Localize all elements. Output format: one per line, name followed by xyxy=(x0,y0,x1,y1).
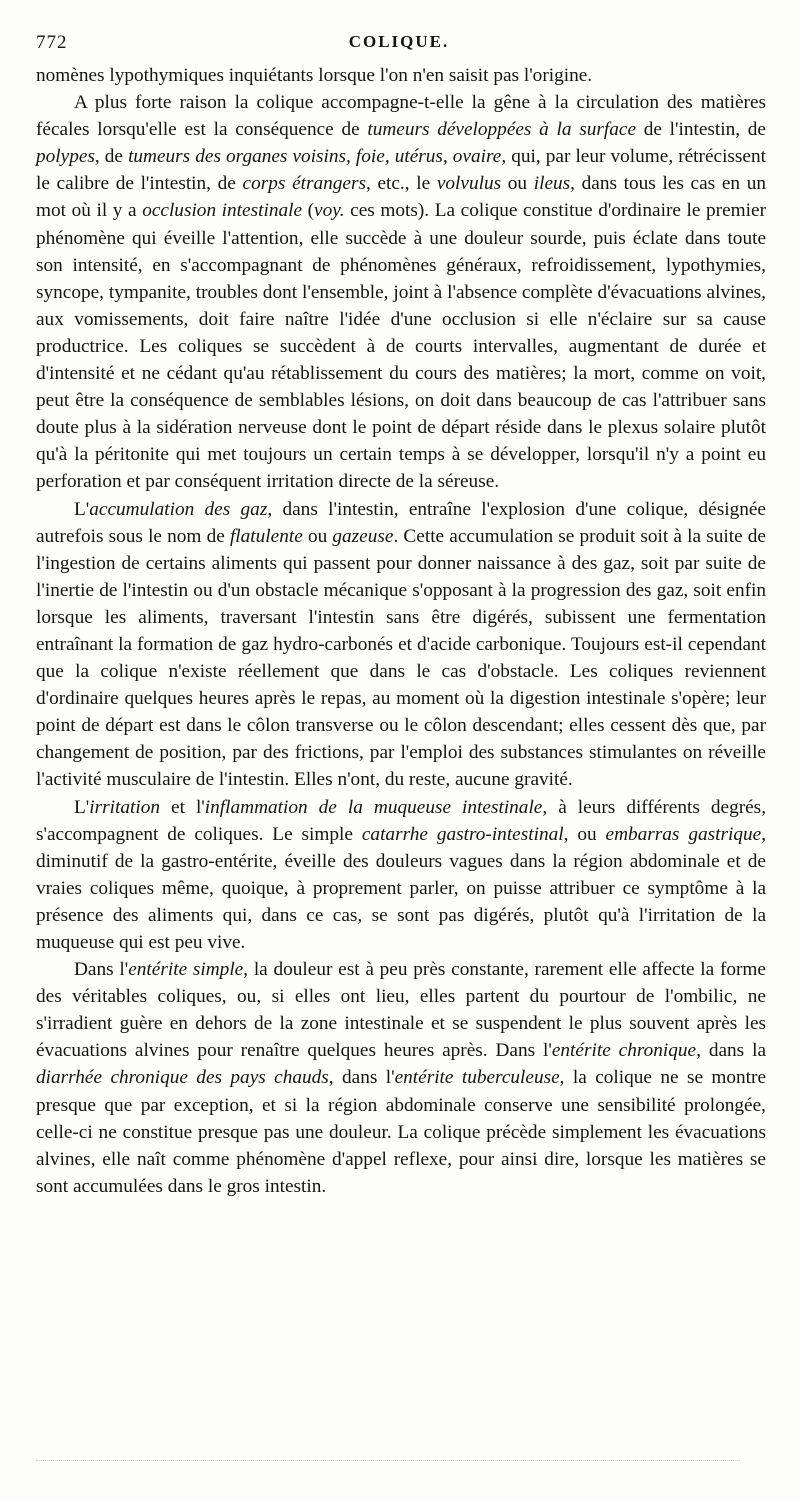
text-run: , diminutif de la gastro-entérite, éveille des douleurs vagues dans la région abdominale et de vraies coliques même, quoique, à proprement parler, on puisse attribuer ce symptôme à la présence des aliments qui, dans ce cas, se sont pas digérés, plutôt qu'à l'irritation de la muqueuse qui est peu vive. xyxy=(36,823,767,953)
body-text xyxy=(36,62,766,1200)
text-run: , ou xyxy=(563,823,606,845)
italic-term: ileus xyxy=(533,173,571,195)
italic-term: occlusion intestinale xyxy=(142,200,303,222)
text-run: nomènes lypothymiques inquiétants lorsque l'on n'en saisit pas l'origine. xyxy=(36,65,593,86)
paragraph xyxy=(36,62,766,89)
italic-term: inflammation de la muqueuse intestinale xyxy=(204,796,543,818)
italic-term: irritation xyxy=(89,796,160,818)
italic-term: diarrhée chronique des pays chauds xyxy=(36,1067,329,1089)
text-run: , la douleur est à peu près constante, rarement elle affecte la forme des véritables coliques, ou, si elles ont lieu, elles partent du pourtour de l'ombilic, ne s'irradient guère en dehors de la zone intestinale et se suspendent le plus souvent après les évacuations alvines pour renaître quelques heures après. Dans l' xyxy=(36,959,766,1062)
italic-term: corps étrangers xyxy=(242,173,366,195)
text-run: , dans l' xyxy=(328,1067,395,1089)
text-run: et l' xyxy=(159,796,205,818)
text-run: ( xyxy=(302,200,315,222)
italic-term: tumeurs des organes voisins, foie, utérus, ovaire xyxy=(128,146,502,168)
text-run: , etc., le xyxy=(365,173,437,195)
text-run: ou xyxy=(302,525,333,547)
text-run: , dans la xyxy=(696,1040,766,1062)
paragraph xyxy=(36,89,766,495)
paragraph xyxy=(36,496,766,794)
running-head: COLIQUE. xyxy=(348,32,450,51)
italic-term: accumulation des gaz xyxy=(89,498,268,520)
paragraph xyxy=(36,794,766,957)
text-run: ou xyxy=(501,173,534,195)
text-run: de l'intestin, de xyxy=(636,119,766,141)
italic-term: volvulus xyxy=(436,173,502,195)
text-run: L' xyxy=(74,498,90,520)
italic-term: voy. xyxy=(314,200,345,222)
paragraph xyxy=(36,956,766,1200)
text-run: , dans tous les cas en un mot où il y a xyxy=(36,173,767,222)
italic-term: entérite chronique xyxy=(551,1040,697,1062)
italic-term: entérite simple xyxy=(128,959,244,981)
italic-term: flatulente xyxy=(229,525,303,547)
italic-term: embarras gastrique xyxy=(605,823,762,845)
text-run: ces mots). La colique constitue d'ordinaire le premier phénomène qui éveille l'attention, elle succède à une douleur sourde, puis éclate dans toute son intensité, en s'accompagnant de phénomènes généraux, refroidissement, lypothymies, syncope, tympanite, troubles dont l'ensemble, joint à l'absence complète d'évacuations alvines, aux vomissements, doit faire naître l'idée d'une occlusion si elle n'éclaire sur sa cause productrice. Les coliques se succèdent à de courts intervalles, augmentant de durée et d'intensité et ne cédant qu'au rétablissement du cours des matières; la mort, comme on voit, peut être la conséquence de semblables lésions, on doit dans beaucoup de cas l'attribuer sans doute plus à la sidération nerveuse dont le point de départ réside dans le plexus solaire plutôt qu'à la péritonite qui met toujours un certain temps à se développer, lorsqu'il n'y a point eu perforation et par conséquent irritation directe de la séreuse. xyxy=(36,200,766,493)
italic-term: gazeuse xyxy=(332,525,394,547)
page-header xyxy=(36,30,762,56)
text-run: . Cette accumulation se produit soit à la suite de l'ingestion de certains aliments qui passent pour donner naissance à des gaz, soit par suite de l'inertie de l'intestin ou d'un obstacle mécanique s'opposant à la progression des gaz, soit enfin lorsque les aliments, traversant l'intestin sans être digérés, subissent une fermentation entraînant la formation de gaz hydro-carbonés et d'acide carbonique. Toujours est-il cependant que la colique n'existe réellement que dans le cas d'obstacle. Les coliques reviennent d'ordinaire quelques heures après le repas, au moment où la digestion intestinale s'opère; leur point de départ est dans le côlon transverse ou le côlon descendant; elles cessent dès que, par changement de position, par des frictions, par l'emploi des substances stimulantes on réveille l'activité musculaire de l'intestin. Elles n'ont, du reste, aucune gravité. xyxy=(36,525,766,791)
italic-term: catarrhe gastro-intestinal xyxy=(361,823,564,845)
text-run: A plus forte raison la colique accompagne-t-elle la gêne à la circulation des matières fécales lorsqu'elle est la conséquence de xyxy=(36,92,766,141)
italic-term: tumeurs développées à la surface xyxy=(367,119,636,141)
text-run: , la colique ne se montre presque que par exception, et si la région abdominale conserve une sensibilité prolongée, celle-ci ne constitue presque pas une douleur. La colique précède simplement les évacuations alvines, elle naît comme phénomène d'appel reflexe, pour ainsi dire, lorsque les matières se sont accumulées dans le gros intestin. xyxy=(36,1067,767,1197)
text-run: , de xyxy=(94,146,129,168)
text-run: , à leurs différents degrés, s'accompagnent de coliques. Le simple xyxy=(36,796,767,845)
text-run: , dans l'intestin, entraîne l'explosion d'une colique, désignée autrefois sous le nom de xyxy=(36,498,766,547)
italic-term: polypes xyxy=(36,146,95,168)
italic-term: entérite tuberculeuse xyxy=(394,1067,560,1089)
text-run: , qui, par leur volume, rétrécissent le calibre de l'intestin, de xyxy=(36,146,766,195)
text-run: Dans l' xyxy=(74,959,129,981)
footer-rule xyxy=(36,1460,740,1462)
page-number: 772 xyxy=(36,32,68,53)
text-run: L' xyxy=(74,796,90,818)
